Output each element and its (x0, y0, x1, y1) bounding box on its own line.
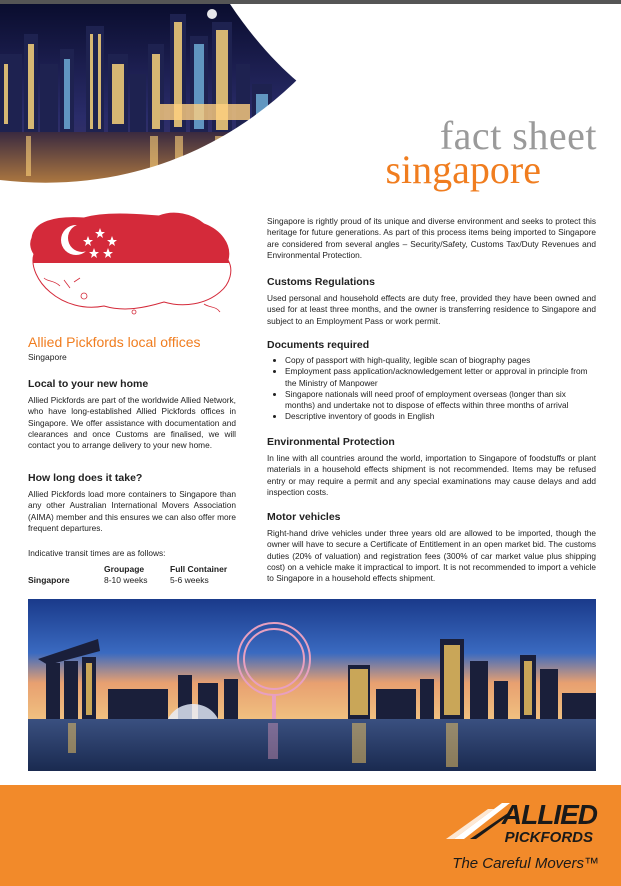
city-panorama-image (28, 599, 596, 771)
transit-groupage-value: 8-10 weeks (104, 575, 148, 586)
offices-heading: Allied Pickfords local offices (28, 334, 201, 350)
title-singapore: singapore (385, 147, 541, 192)
docs-section (267, 339, 596, 423)
table-row (28, 575, 236, 586)
docs-heading: Documents required (267, 339, 370, 351)
offices-city: Singapore (28, 352, 67, 362)
intro-section (267, 216, 596, 261)
howlong-text: Allied Pickfords load more containers to Singapore than any other Australian International Movers Association (AIMA) member and this ensures we can also offer more frequent departures. (28, 489, 236, 533)
local-heading: Local to your new home (28, 378, 149, 390)
logo-pickfords: PICKFORDS (504, 829, 593, 846)
transit-section (28, 548, 236, 586)
transit-row-label: Singapore (28, 575, 70, 586)
env-heading: Environmental Protection (267, 436, 395, 448)
transit-header-groupage: Groupage (104, 564, 145, 575)
motor-section (267, 511, 596, 584)
list-item: • Descriptive inventory of goods in English (285, 411, 596, 422)
transit-header-full: Full Container (170, 564, 228, 575)
list-item: • Copy of passport with high-quality, legible scan of biography pages (285, 355, 596, 366)
title-fact-sheet: fact sheet (439, 113, 597, 158)
motor-text: Right-hand drive vehicles under three years old are allowed to be imported, though the owner will have to secure a Certificate of Entitlement in an open market bid. The customs duties (20% of valuation) and registration fees (300% of car market value plus shipping cost) on a vehicle make it impractical to import. It is not recommended to import a vehicle to Singapore in a household effects shipment. (267, 528, 596, 584)
transit-table (28, 564, 236, 586)
list-item: • Singapore nationals will need proof of employment overseas (longer than six months) and undertake not to dispose of effects within three months of arrival (285, 389, 596, 412)
local-text: Allied Pickfords are part of the worldwide Allied Network, who have long-established Allied Pickfords offices in Singapore. We offer assistance with documentation and clearances and once Customs are finalised, we will contact you to arrange delivery to your new home. (28, 395, 236, 451)
env-section (267, 436, 596, 498)
customs-section (267, 276, 596, 327)
transit-intro: Indicative transit times are as follows: (28, 548, 166, 558)
list-item: • Employment pass application/acknowledgement letter or approval in principle from the Ministry of Manpower (285, 366, 596, 389)
intro-text: Singapore is rightly proud of its unique and diverse environment and seeks to protect this heritage for future generations. As part of this process items being imported to Singapore are considered from several angles – Security/Safety, Customs Tax/Duty Revenues and Environmental Protection. (267, 216, 596, 260)
local-section (28, 378, 236, 451)
motor-heading: Motor vehicles (267, 511, 341, 523)
env-text: In line with all countries around the world, importation to Singapore of foodstuffs or plant materials in a household effects shipment is not recommended. Items may be refused entry or may require a permit and any special examinations may cause delays and add inspection costs. (267, 453, 596, 497)
footer (0, 785, 621, 886)
logo-allied: ALLIED (501, 799, 597, 830)
howlong-heading: How long does it take? (28, 472, 143, 484)
customs-text: Used personal and household effects are duty free, provided they have been owned and used for at least three months, and the owner is transferring residence to Singapore and subject to an Employment Pass or work permit. (267, 293, 596, 326)
singapore-flag-map (24, 208, 240, 318)
customs-heading: Customs Regulations (267, 276, 375, 288)
docs-list (267, 355, 596, 423)
transit-header-empty (28, 564, 104, 575)
tagline: The Careful Movers™ (452, 855, 599, 872)
howlong-section (28, 472, 236, 534)
transit-full-value: 5-6 weeks (170, 575, 209, 586)
